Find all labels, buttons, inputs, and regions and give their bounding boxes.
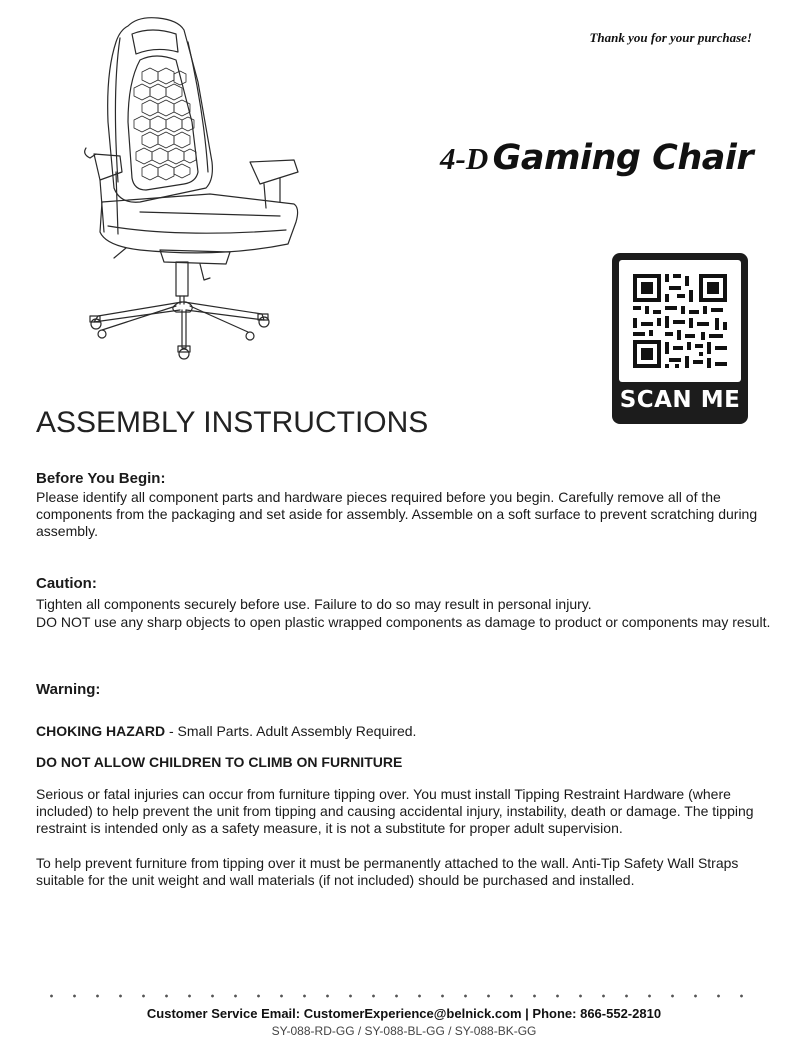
thank-you-note: Thank you for your purchase! (589, 30, 752, 45)
caution-line-1: Tighten all components securely before use. Failure to do so may result in personal injury. (36, 596, 592, 612)
qr-code-badge[interactable] (612, 253, 748, 424)
footer-divider (40, 994, 760, 998)
page-title: ASSEMBLY INSTRUCTIONS (36, 406, 429, 439)
warning-heading: Warning: (36, 681, 101, 698)
before-text: Please identify all component parts and hardware pieces required before you begin. Carefully remove all of the components from the packaging and set aside for assembly. Assemble on a soft surface to prevent scratching during assembly. (36, 489, 758, 539)
model-numbers: SY-088-RD-GG / SY-088-BL-GG / SY-088-BK-GG (271, 1024, 537, 1038)
product-title (440, 138, 753, 178)
climb-warning: DO NOT ALLOW CHILDREN TO CLIMB ON FURNITURE (36, 754, 403, 770)
choking-hazard-label: CHOKING HAZARD (36, 723, 166, 739)
qr-code (619, 260, 741, 382)
product-name: Gaming Chair (492, 138, 754, 178)
caution-line-2: DO NOT use any sharp objects to open plastic wrapped components as damage to product or components may result. (36, 614, 771, 630)
choking-hazard-text: - Small Parts. Adult Assembly Required. (165, 723, 417, 739)
product-prefix: 4-D (440, 141, 489, 176)
tipping-warning: Serious or fatal injuries can occur from furniture tipping over. You must install Tipping Restraint Hardware (where included) to help prevent the unit from tipping and causing accidental injury, instability, death or damage. The tipping restraint is intended only as a safety measure, it is not a substitute for proper adult supervision. (36, 786, 754, 836)
caution-heading: Caution: (36, 575, 97, 592)
qr-code-pattern (619, 260, 741, 382)
before-heading: Before You Begin: (36, 470, 166, 487)
qr-scan-label: SCAN ME (619, 387, 741, 413)
gaming-chair-illustration (80, 12, 310, 362)
customer-service-contact: Customer Service Email: CustomerExperience@belnick.com | Phone: 866-552-2810 (146, 1006, 662, 1021)
choking-hazard-line (36, 723, 776, 740)
wall-strap-note: To help prevent furniture from tipping over it must be permanently attached to the wall. Anti-Tip Safety Wall Straps suitable for the unit weight and wall materials (if not included) should be purchased and installed. (36, 855, 739, 888)
